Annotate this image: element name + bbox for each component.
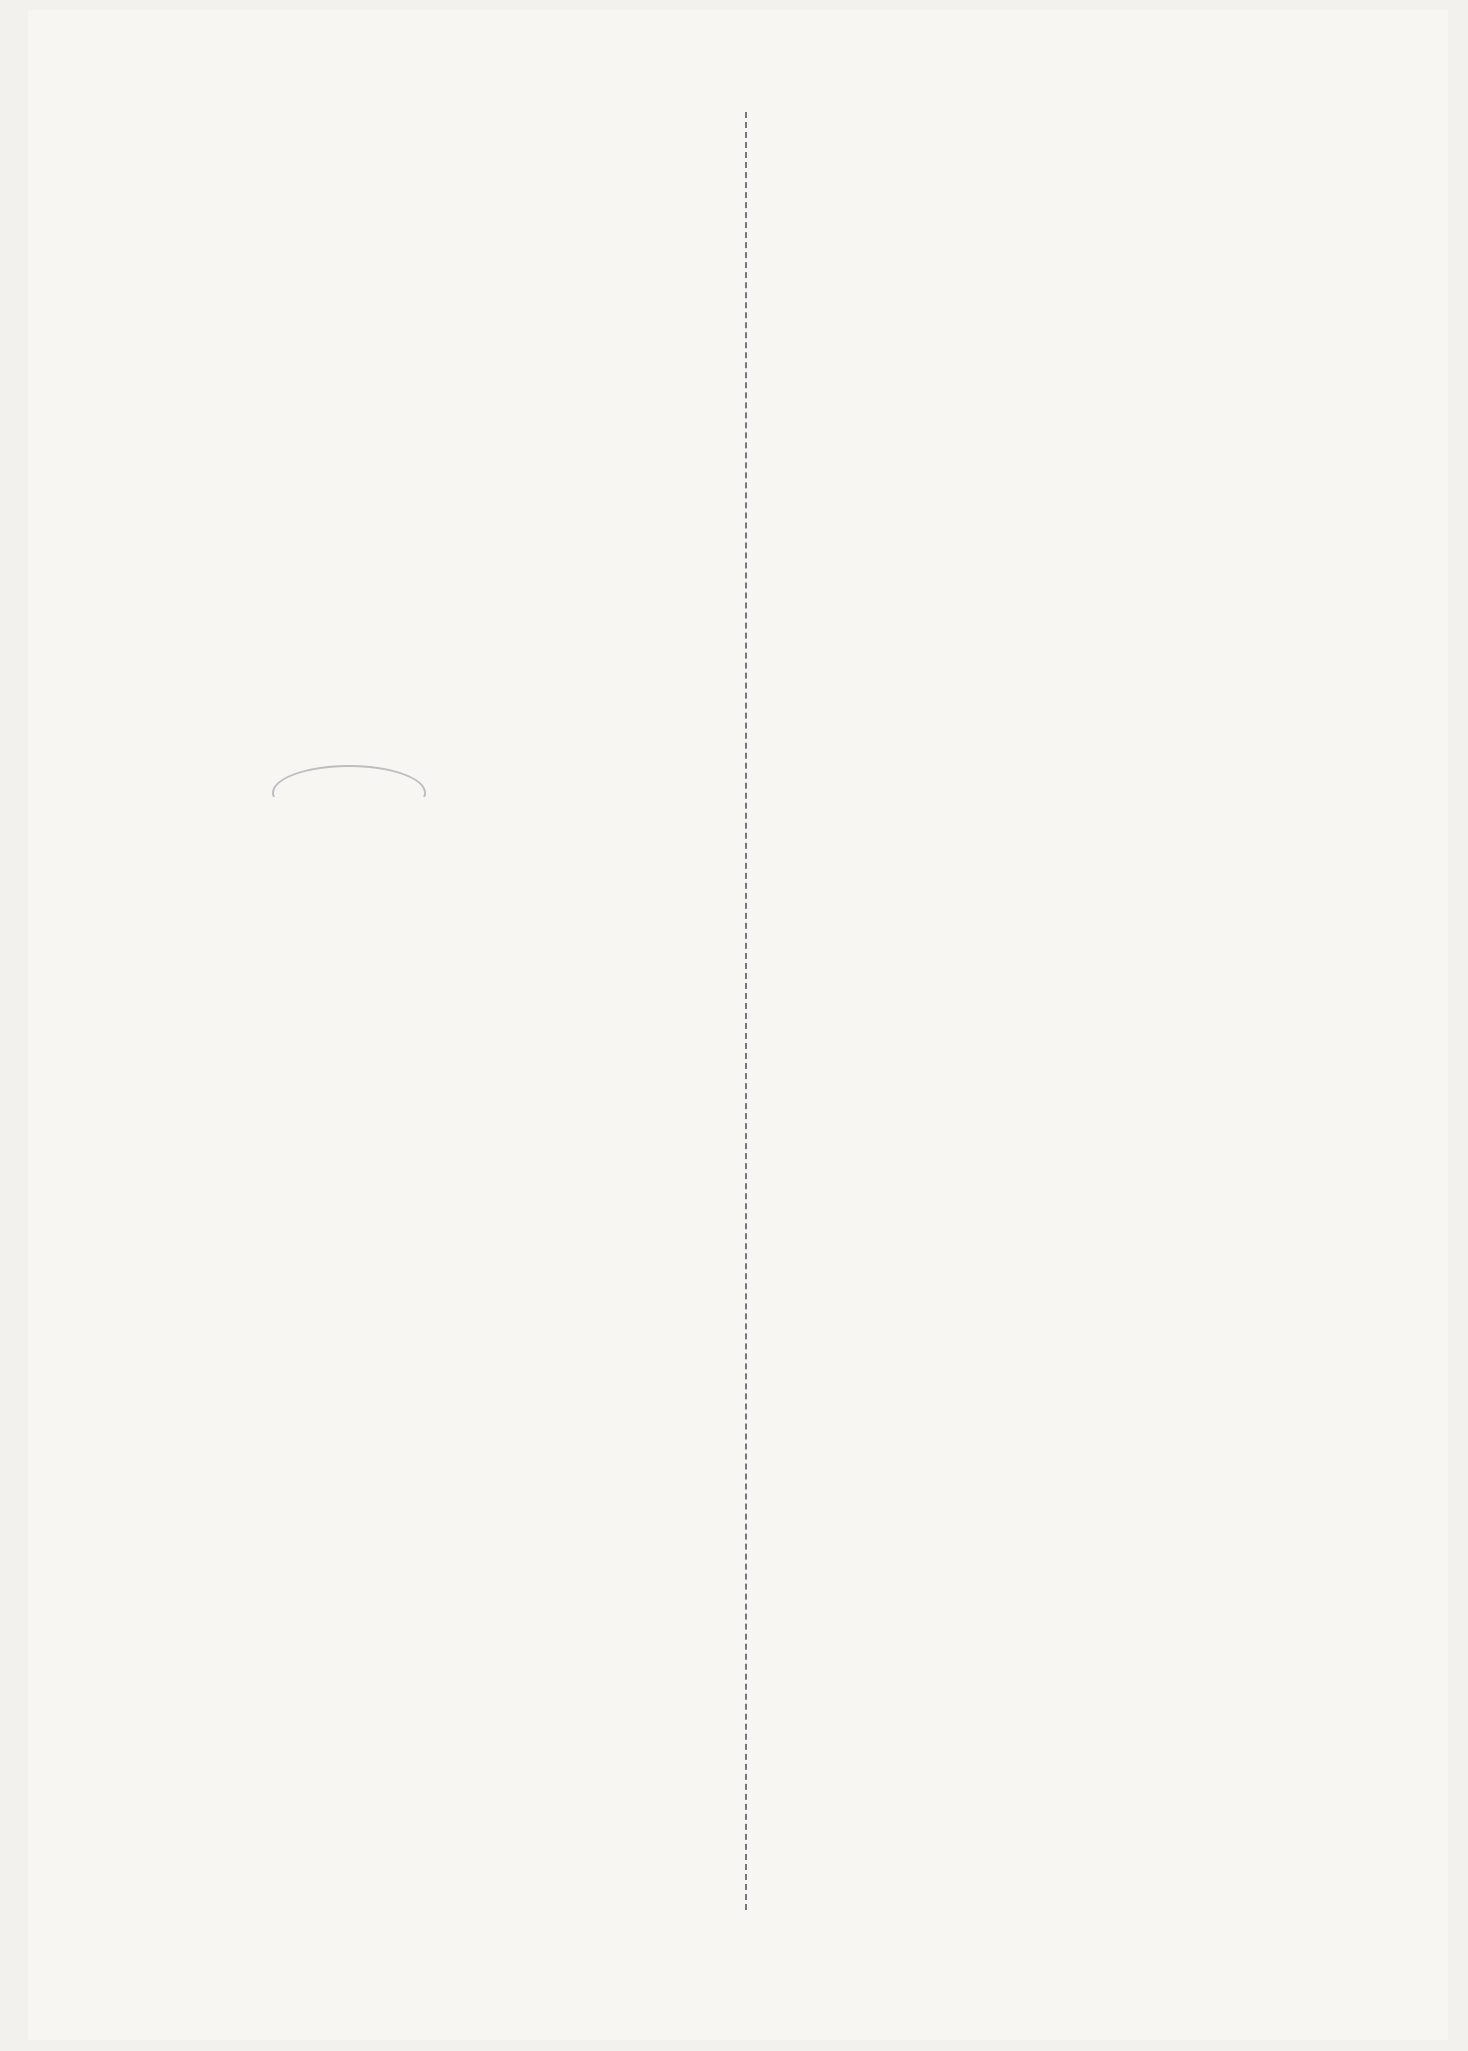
summary-line: [122, 1793, 720, 1831]
answer-item: [122, 1027, 720, 1065]
right-column: [772, 108, 1372, 682]
passage-line: [122, 644, 720, 682]
answer-item: [122, 1180, 720, 1218]
passage-line: [122, 223, 720, 261]
stamp-watermark: [272, 765, 426, 797]
passage-line: [122, 529, 720, 567]
answer-item: [122, 1065, 720, 1103]
answer-item: [122, 1372, 720, 1410]
answer-item: [122, 1410, 720, 1448]
passage-line: [122, 491, 720, 529]
section-a-title: [772, 606, 1372, 644]
column-divider: [745, 112, 747, 1910]
answer-item: [122, 1104, 720, 1142]
left-column: [122, 108, 720, 1908]
answer-item: [122, 1295, 720, 1333]
section-c-title: [122, 108, 720, 146]
summary-line: [122, 1602, 720, 1640]
passage-line: [122, 606, 720, 644]
section-c-title: [772, 529, 1372, 567]
summary-line: [772, 376, 1372, 414]
answer-item: [122, 1257, 720, 1295]
answer-row: [122, 1640, 720, 1678]
summary-line: [122, 1831, 720, 1869]
passage-line: [122, 682, 720, 720]
summary-line: [122, 874, 720, 912]
monday-title: [122, 759, 720, 797]
section-a-title: [122, 797, 720, 835]
answer-item: [122, 989, 720, 1027]
answer-item: [772, 491, 1372, 529]
answer-item: [122, 1219, 720, 1257]
summary-line: [772, 185, 1372, 223]
summary-line: [772, 644, 1372, 682]
passage-line: [122, 453, 720, 491]
answer-row: [122, 1678, 720, 1716]
answer-list: [122, 951, 720, 1525]
passage-line: [122, 414, 720, 452]
summary-line: [772, 414, 1372, 452]
answer-item: [122, 1142, 720, 1180]
passage-line: [122, 568, 720, 606]
tuesday-title: [772, 108, 1372, 146]
passage-line: [122, 261, 720, 299]
summary-line: [122, 1755, 720, 1793]
answer-item: [122, 1487, 720, 1525]
summary-line: [122, 1563, 720, 1601]
summary-line: [772, 223, 1372, 261]
summary-line: [772, 453, 1372, 491]
section-b-title: [122, 1525, 720, 1563]
answers-header: [772, 261, 1372, 299]
section-b-title: [772, 299, 1372, 337]
passage-line: [122, 376, 720, 414]
summary-line: [772, 338, 1372, 376]
summary-line: [122, 836, 720, 874]
answer-item: [122, 951, 720, 989]
passage-heading: [122, 146, 720, 184]
answer-item: [122, 1448, 720, 1486]
section-a-title: [772, 146, 1372, 184]
week-title: [122, 721, 720, 759]
answers-header: [122, 912, 720, 950]
passage-line: [122, 299, 720, 337]
wednesday-title: [772, 568, 1372, 606]
answer-item: [122, 1334, 720, 1372]
passage-line: [122, 338, 720, 376]
passage-line: [122, 185, 720, 223]
answers-header: [122, 1870, 720, 1908]
section-c2-title: [122, 1716, 720, 1754]
